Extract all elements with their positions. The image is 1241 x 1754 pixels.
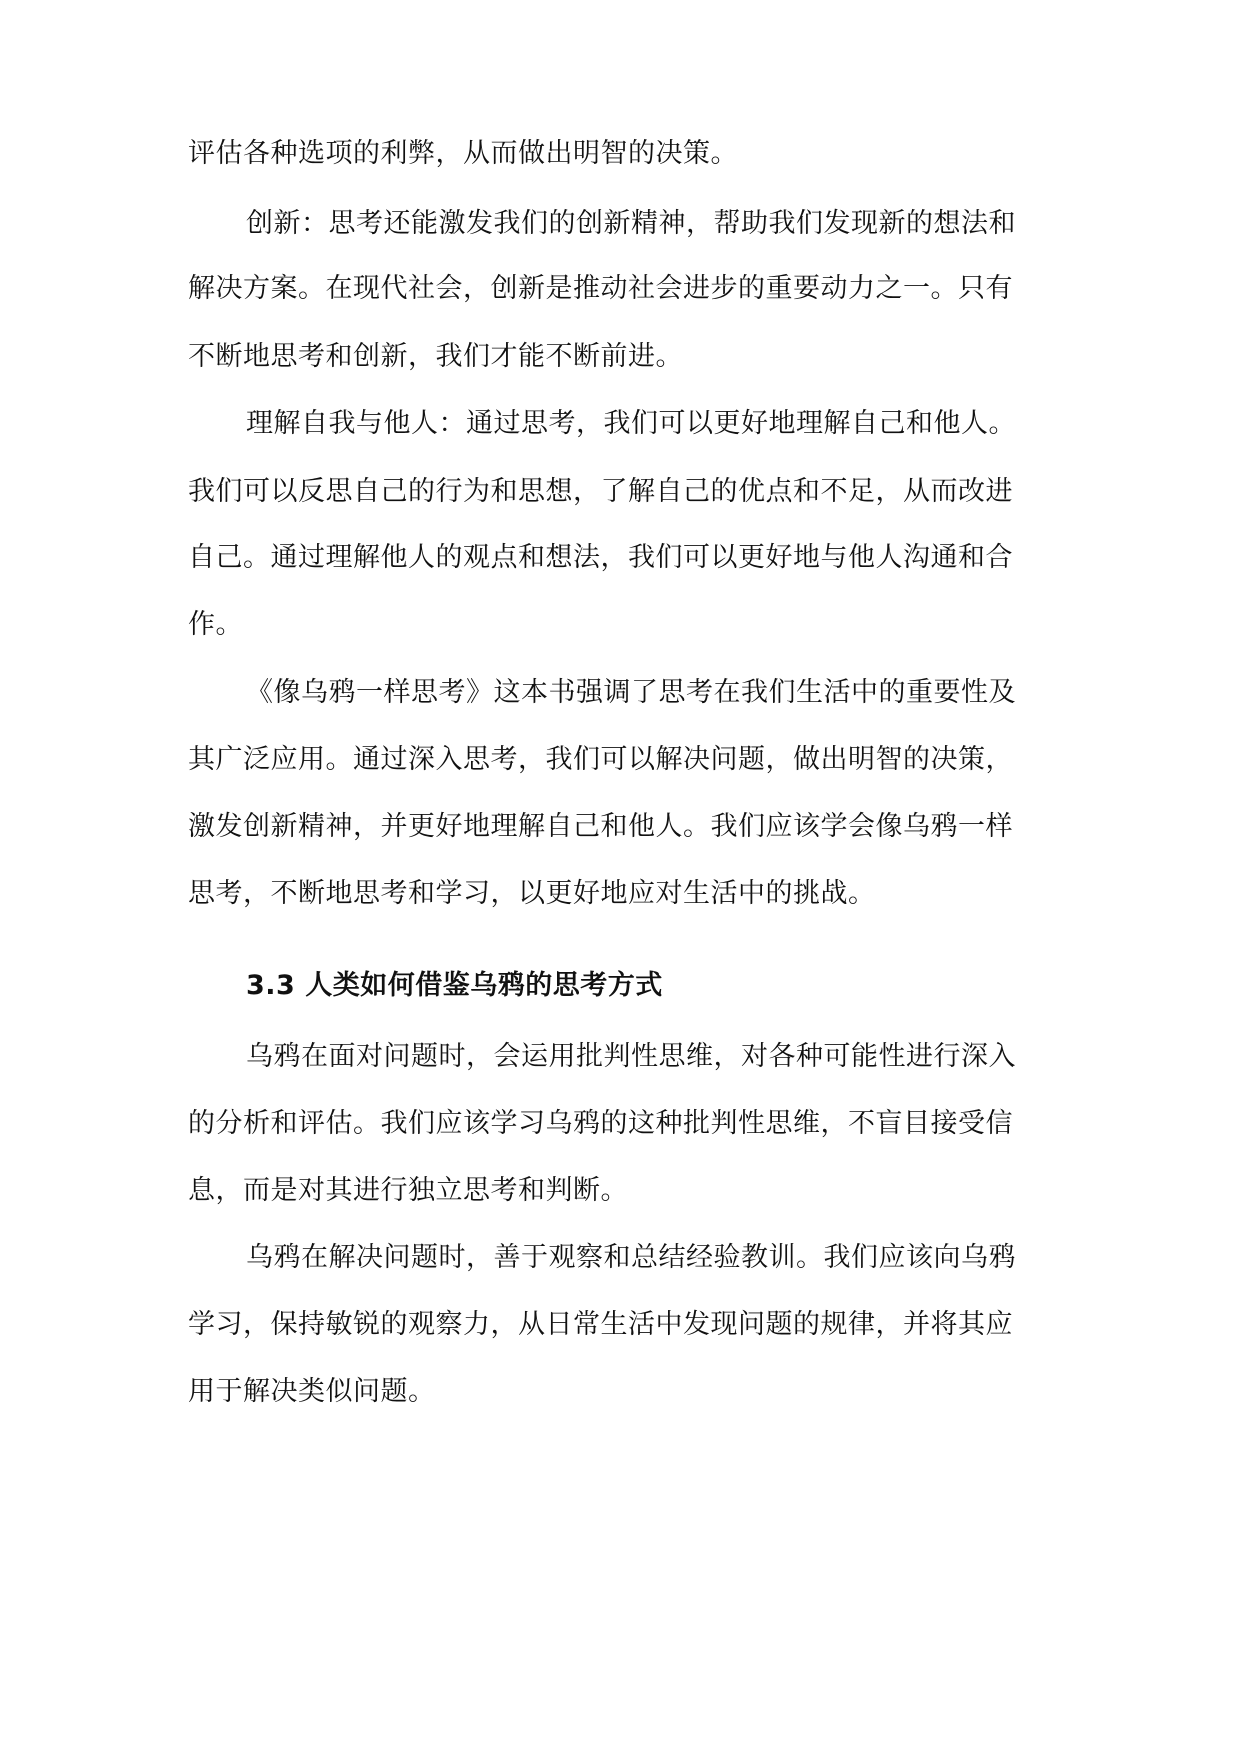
paragraph-line: 学习，保持敏锐的观察力，从日常生活中发现问题的规律，并将其应 (188, 1309, 1013, 1340)
paragraph-line: 思考，不断地思考和学习，以更好地应对生活中的挑战。 (188, 878, 876, 909)
paragraph-line: 创新：思考还能激发我们的创新精神，帮助我们发现新的想法和 (246, 208, 1016, 239)
paragraph-line: 息，而是对其进行独立思考和判断。 (188, 1175, 628, 1206)
paragraph-line: 评估各种选项的利弊，从而做出明智的决策。 (188, 138, 738, 169)
paragraph-line: 激发创新精神，并更好地理解自己和他人。我们应该学会像乌鸦一样 (188, 811, 1013, 842)
paragraph-line: 其广泛应用。通过深入思考，我们可以解决问题，做出明智的决策， (188, 744, 1013, 775)
paragraph-line: 自己。通过理解他人的观点和想法，我们可以更好地与他人沟通和合 (188, 542, 1013, 573)
paragraph-line: 《像乌鸦一样思考》这本书强调了思考在我们生活中的重要性及 (246, 677, 1016, 708)
section-heading: 3.3 人类如何借鉴乌鸦的思考方式 (246, 970, 663, 1001)
paragraph-line: 解决方案。在现代社会，创新是推动社会进步的重要动力之一。只有 (188, 273, 1013, 304)
paragraph-line: 作。 (188, 609, 243, 640)
paragraph-line: 用于解决类似问题。 (188, 1376, 436, 1407)
paragraph-line: 我们可以反思自己的行为和思想，了解自己的优点和不足，从而改进 (188, 476, 1013, 507)
paragraph-line: 的分析和评估。我们应该学习乌鸦的这种批判性思维，不盲目接受信 (188, 1108, 1013, 1139)
paragraph-line: 不断地思考和创新，我们才能不断前进。 (188, 341, 683, 372)
paragraph-line: 理解自我与他人：通过思考，我们可以更好地理解自己和他人。 (246, 408, 1016, 439)
paragraph-line: 乌鸦在解决问题时，善于观察和总结经验教训。我们应该向乌鸦 (246, 1242, 1016, 1273)
paragraph-line: 乌鸦在面对问题时，会运用批判性思维，对各种可能性进行深入 (246, 1041, 1016, 1072)
